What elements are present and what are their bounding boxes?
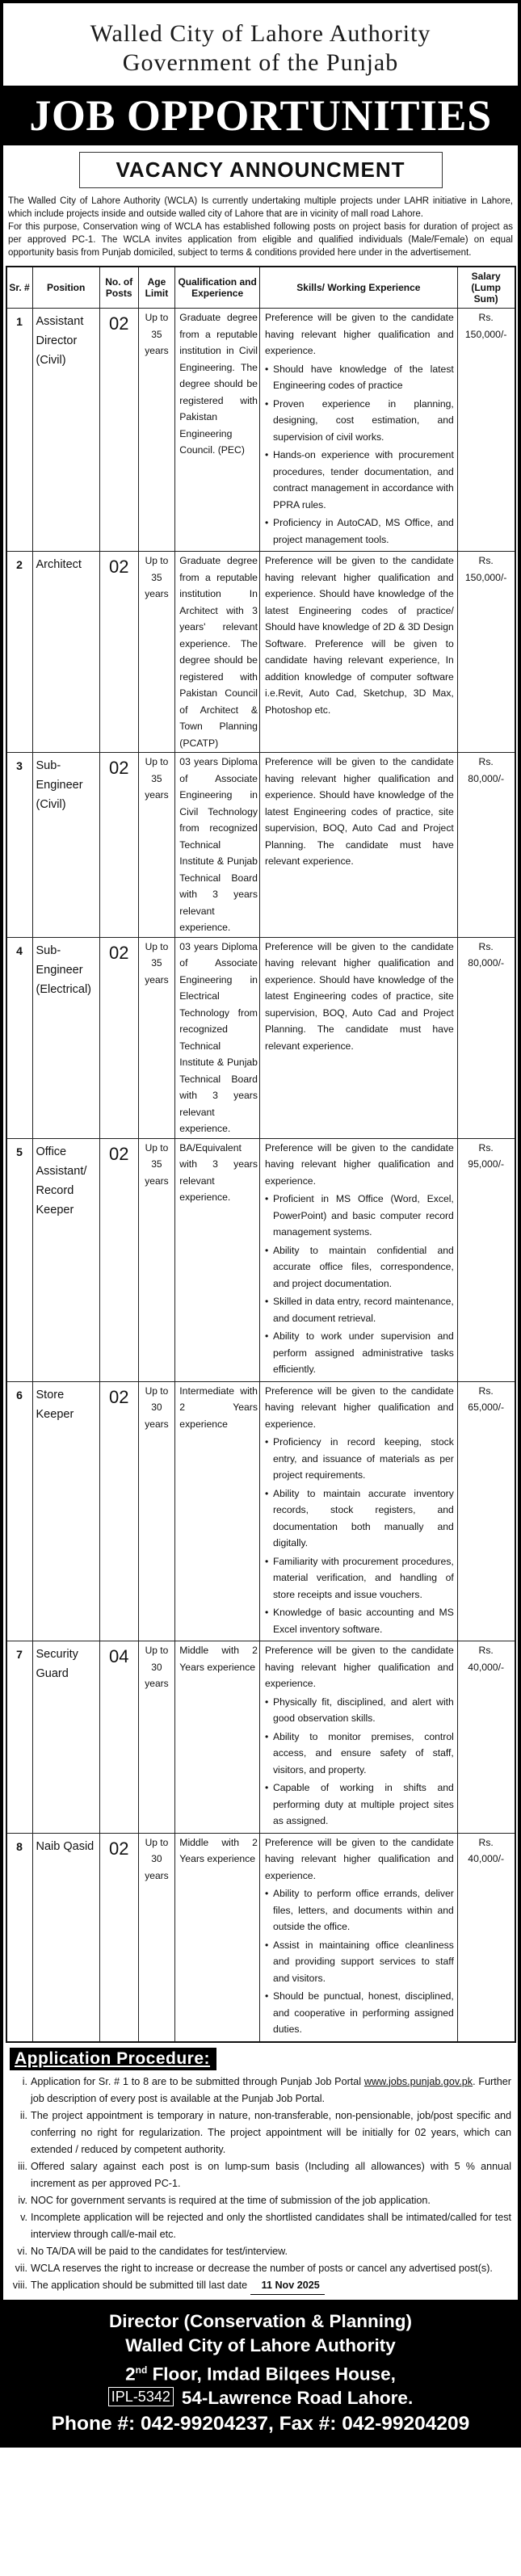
item-number: vii. (15, 2262, 27, 2274)
cell-skills (259, 1138, 457, 1381)
cell-salary: Rs. 150,000/- (457, 552, 515, 753)
item-text: WCLA reserves the right to increase or decrease the number of posts or cancel any advertised post(s). (31, 2262, 493, 2274)
job-opportunities-banner: JOB OPPORTUNITIES (3, 86, 518, 145)
cell-age: Up to 35 years (138, 753, 175, 938)
procedure-item (6, 2074, 511, 2107)
cell-posts: 02 (99, 1833, 138, 2042)
cell-qualification: BA/Equivalent with 3 years relevant experience. (175, 1138, 260, 1381)
cell-skills (259, 1641, 457, 1834)
skills-lead: Preference will be given to the candidate having relevant higher qualification and experience. (264, 1385, 454, 1430)
procedure-item (6, 2209, 511, 2243)
cell-posts: 02 (99, 1138, 138, 1381)
skills-bullets (265, 1694, 454, 1830)
cell-qualification: Graduate degree from a reputable institution In Architect with 3 years' relevant experience. The degree should be registered with Pakistan Council of Architect & Town Planning (PCATP) (175, 552, 260, 753)
table-row (6, 753, 515, 938)
cell-sr: 5 (6, 1138, 33, 1381)
intro-text (3, 188, 518, 263)
skills-bullet: • Capable of working in shifts and performing duty at multiple project sites as assigned. (265, 1780, 454, 1830)
procedure-item (6, 2192, 511, 2209)
item-number: viii. (12, 2279, 27, 2291)
cell-position: Architect (32, 552, 99, 753)
procedure-item (6, 2277, 511, 2295)
footer-org: Walled City of Lahore Authority (125, 2334, 396, 2355)
cell-salary: Rs. 65,000/- (457, 1381, 515, 1641)
cell-age: Up to 30 years (138, 1381, 175, 1641)
item-text: NOC for government servants is required at the time of submission of the job application. (31, 2194, 431, 2206)
item-number: iii. (18, 2160, 27, 2172)
item-number: i. (22, 2075, 27, 2087)
cell-position: Security Guard (32, 1641, 99, 1834)
skills-lead: Preference will be given to the candidate having relevant higher qualification and experience. (264, 1141, 454, 1187)
item-number: v. (20, 2211, 27, 2223)
procedure-item (6, 2158, 511, 2192)
footer-phone-fax: Phone #: 042-99204237, Fax #: 042-99204209 (51, 2413, 470, 2435)
cell-posts: 02 (99, 309, 138, 552)
skills-bullet: • Ability to maintain accurate inventory records, stock registers, and documentation both manually and digitally. (265, 1486, 454, 1552)
cell-qualification: Middle with 2 Years experience (175, 1641, 260, 1834)
skills-bullet: • Proven experience in planning, designing, cost estimation, and supervision of civil works. (265, 396, 454, 446)
cell-qualification: Middle with 2 Years experience (175, 1833, 260, 2042)
skills-bullet: • Should be punctual, honest, disciplined, and cooperative in performing assigned duties. (265, 1988, 454, 2038)
footer-floor (6, 2358, 515, 2387)
skills-bullet: • Ability to perform office errands, deliver files, letters, and documents within and outside the office. (265, 1885, 454, 1935)
skills-bullet: • Ability to work under supervision and perform assigned administrative tasks efficiently. (265, 1328, 454, 1378)
skills-bullet: • Should have knowledge of the latest Engineering codes of practice (265, 361, 454, 394)
cell-sr: 4 (6, 937, 33, 1138)
cell-sr: 3 (6, 753, 33, 938)
cell-skills (259, 552, 457, 753)
header-skills: Skills/ Working Experience (259, 267, 457, 309)
skills-lead: Preference will be given to the candidate having relevant higher qualification and experience. Should have knowledge of the latest Engineering codes of practice, site supervision, BOQ, Auto Cad and Project Planning. The candidate must have relevant experience. (264, 940, 454, 1052)
header-sr: Sr. # (6, 267, 33, 309)
cell-posts: 02 (99, 552, 138, 753)
cell-position: Sub-Engineer (Electrical) (32, 937, 99, 1138)
skills-bullets (265, 1885, 454, 2038)
table-row (6, 1138, 515, 1381)
cell-posts: 02 (99, 1381, 138, 1641)
item-text: The project appointment is temporary in nature, non-transferable, non-pensionable, job/post specific and conferring no right for regularization. The project appointment will be initially for 02 years, which can extended / reduced by competent authority. (31, 2109, 511, 2155)
item-number: vi. (17, 2245, 27, 2257)
cell-salary: Rs. 40,000/- (457, 1833, 515, 2042)
skills-bullet: • Ability to maintain confidential and accurate office files, correspondence, and project documentation. (265, 1242, 454, 1292)
skills-lead: Preference will be given to the candidate having relevant higher qualification and experience. (264, 1836, 454, 1881)
cell-skills (259, 1833, 457, 2042)
cell-sr: 8 (6, 1833, 33, 2042)
item-number: ii. (19, 2109, 27, 2121)
cell-qualification: 03 years Diploma of Associate Engineering in Electrical Technology from recognized Technical Institute & Punjab Technical Board with 3 years relevant experience. (175, 937, 260, 1138)
item-text (31, 2074, 511, 2107)
cell-sr: 7 (6, 1641, 33, 1834)
table-row (6, 552, 515, 753)
cell-posts: 04 (99, 1641, 138, 1834)
skills-bullet: • Hands-on experience with procurement procedures, tender documentation, and contract management in accordance with PPRA rules. (265, 447, 454, 513)
skills-bullets (265, 361, 454, 548)
cell-salary: Rs. 150,000/- (457, 309, 515, 552)
item-text: Incomplete application will be rejected and only the shortlisted candidates shall be intimated/called for test interview through call/e-mail etc. (31, 2211, 511, 2240)
intro-paragraph-2: For this purpose, Conservation wing of WCLA has established following posts on project basis for duration of project as per approved PC-1. The WCLA invites application from eligible and qualified individuals (Male/Female) on equal opportunity basis from Punjab domiciled, subject to terms & conditions provided here under in the advertisement. (8, 222, 513, 258)
procedure-title: Application Procedure: (10, 2048, 216, 2070)
intro-paragraph-1: The Walled City of Lahore Authority (WCLA) Is currently undertaking multiple projects under LAHR initiative in Lahore, which include projects inside and outside walled city of Lahore that are in vicinity of mall road Lahore. (8, 196, 513, 219)
skills-bullets (265, 1191, 454, 1378)
header-salary: Salary (Lump Sum) (457, 267, 515, 309)
cell-skills (259, 753, 457, 938)
cell-age: Up to 35 years (138, 937, 175, 1138)
skills-lead: Preference will be given to the candidate having relevant higher qualification and experience. (264, 312, 454, 356)
table-row (6, 1381, 515, 1641)
skills-bullet: • Knowledge of basic accounting and MS Excel inventory software. (265, 1604, 454, 1637)
skills-bullets (265, 1434, 454, 1637)
cell-salary: Rs. 95,000/- (457, 1138, 515, 1381)
cell-position: Sub-Engineer (Civil) (32, 753, 99, 938)
cell-salary: Rs. 80,000/- (457, 753, 515, 938)
skills-bullet: • Skilled in data entry, record maintenance, and document retrieval. (265, 1293, 454, 1326)
skills-lead: Preference will be given to the candidate having relevant higher qualification and experience. Should have knowledge of the latest Engineering codes of practice/ Should have knowledge of 2D & 3D Design Software. Preference will be given to candidate having relevant experience, In addition knowledge of computer software i.e.Revit, Auto Cad, Sketchup, 3D Max, Photoshop etc. (264, 555, 454, 716)
cell-posts: 02 (99, 937, 138, 1138)
cell-age: Up to 35 years (138, 1138, 175, 1381)
skills-lead: Preference will be given to the candidate having relevant higher qualification and experience. (264, 1645, 454, 1689)
header-posts: No. of Posts (99, 267, 138, 309)
vacancy-box (3, 152, 518, 188)
cell-age: Up to 35 years (138, 552, 175, 753)
skills-bullet: • Proficient in MS Office (Word, Excel, PowerPoint) and basic computer record management systems. (265, 1191, 454, 1241)
cell-age: Up to 30 years (138, 1641, 175, 1834)
item-text: Offered salary against each post is on lump-sum basis (Including all allowances) with 5 % annual increment as per approved PC-1. (31, 2160, 511, 2189)
item-text-post: . Further job description of every post is available at the Punjab Job Portal. (31, 2075, 511, 2104)
procedure-item (6, 2260, 511, 2277)
cell-sr: 2 (6, 552, 33, 753)
table-row (6, 937, 515, 1138)
org-name: Walled City of Lahore Authority (90, 20, 431, 47)
header-qualification: Qualification and Experience (175, 267, 260, 309)
table-row (6, 1641, 515, 1834)
cell-qualification: 03 years Diploma of Associate Engineering in Civil Technology from recognized Technical Institute & Punjab Technical Board with 3 years relevant experience. (175, 753, 260, 938)
cell-position: Assistant Director (Civil) (32, 309, 99, 552)
item-text-pre: The application should be submitted till last date (31, 2279, 250, 2291)
procedure-item (6, 2107, 511, 2158)
floor-address: Floor, Imdad Bilqees House, (147, 2364, 396, 2384)
item-text-pre: Application for Sr. # 1 to 8 are to be submitted through Punjab Job Portal (31, 2075, 364, 2087)
footer-road (6, 2386, 515, 2410)
cell-age: Up to 35 years (138, 309, 175, 552)
table-header-row (6, 267, 515, 309)
last-date: 11 Nov 2025 (250, 2277, 325, 2295)
cell-skills (259, 937, 457, 1138)
cell-qualification: Intermediate with 2 Years experience (175, 1381, 260, 1641)
skills-bullet: • Familiarity with procurement procedures, material verification, and handling of store receipts and issue vouchers. (265, 1553, 454, 1603)
table-row (6, 309, 515, 552)
item-text (31, 2277, 511, 2295)
jobs-table (6, 266, 516, 2043)
skills-bullet: • Proficiency in AutoCAD, MS Office, and project management tools. (265, 515, 454, 548)
cell-position: Store Keeper (32, 1381, 99, 1641)
procedure-item (6, 2243, 511, 2260)
cell-salary: Rs. 40,000/- (457, 1641, 515, 1834)
skills-lead: Preference will be given to the candidate having relevant higher qualification and experience. Should have knowledge of the latest Engineering codes of practice, site supervision, BOQ, Auto Cad and Project Planning. The candidate must have relevant experience. (264, 756, 454, 867)
ipl-code: IPL-5342 (108, 2387, 174, 2406)
cell-sr: 1 (6, 309, 33, 552)
skills-bullet: • Physically fit, disciplined, and alert with good observation skills. (265, 1694, 454, 1727)
job-portal-link[interactable]: www.jobs.punjab.gov.pk (363, 2075, 473, 2087)
skills-bullet: • Proficiency in record keeping, stock entry, and issuance of materials as per project requirements. (265, 1434, 454, 1484)
cell-salary: Rs. 80,000/- (457, 937, 515, 1138)
header-position: Position (32, 267, 99, 309)
header-age: Age Limit (138, 267, 175, 309)
procedure-list (3, 2070, 518, 2300)
table-row (6, 1833, 515, 2042)
item-text: No TA/DA will be paid to the candidates for test/interview. (31, 2245, 288, 2257)
vacancy-title: VACANCY ANNOUNCMENT (79, 152, 443, 188)
skills-bullet: • Assist in maintaining office cleanliness and providing support services to staff and visitors. (265, 1937, 454, 1987)
footer-director: Director (Conservation & Planning) (108, 2310, 413, 2331)
gov-name: Government of the Punjab (122, 49, 399, 76)
cell-position: Naib Qasid (32, 1833, 99, 2042)
floor-number: 2 (125, 2364, 136, 2384)
application-procedure (3, 2048, 518, 2300)
contact-footer (3, 2300, 518, 2447)
cell-skills (259, 1381, 457, 1641)
cell-age: Up to 30 years (138, 1833, 175, 2042)
floor-suffix: nd (135, 2364, 148, 2376)
cell-position: Office Assistant/ Record Keeper (32, 1138, 99, 1381)
item-number: iv. (18, 2194, 27, 2206)
road-address: 54-Lawrence Road Lahore. (181, 2388, 414, 2408)
cell-qualification: Graduate degree from a reputable institution in Civil Engineering. The degree should be registered with Pakistan Engineering Council. (PEC) (175, 309, 260, 552)
cell-skills (259, 309, 457, 552)
skills-bullet: • Ability to monitor premises, control access, and ensure safety of staff, visitors, and property. (265, 1729, 454, 1779)
cell-posts: 02 (99, 753, 138, 938)
cell-sr: 6 (6, 1381, 33, 1641)
